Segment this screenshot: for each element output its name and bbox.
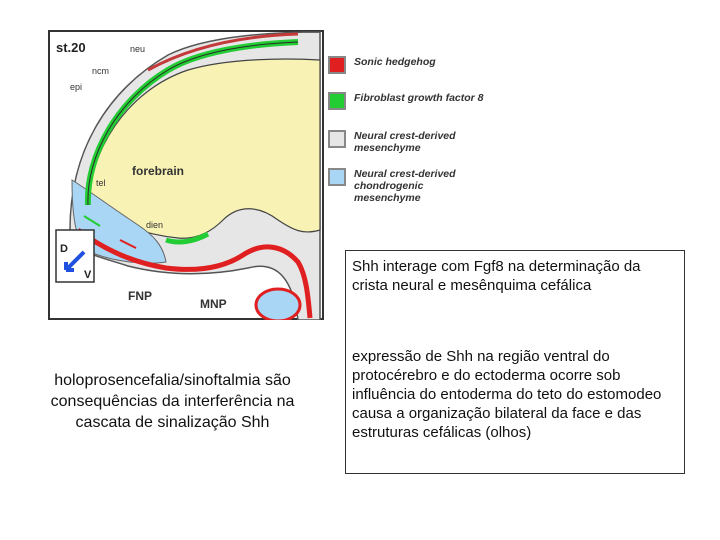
legend-item-fgf8 bbox=[328, 92, 484, 110]
label-v: V bbox=[84, 269, 92, 281]
stage-label: st.20 bbox=[56, 40, 86, 55]
legend-swatch-shh bbox=[328, 56, 346, 74]
legend-label-ncm: Neural crest-derived mesenchyme bbox=[354, 130, 456, 154]
legend-label-fgf8: Fibroblast growth factor 8 bbox=[354, 92, 484, 104]
label-mnp: MNP bbox=[200, 297, 227, 311]
legend-item-chondrogenic bbox=[328, 168, 456, 204]
body-text: expressão de Shh na região ventral do protocérebro e do ectoderma ocorre sob influência do entoderma do teto do estomodeo causa a organização bilateral da face e das estruturas cefálicas (olhos) bbox=[352, 348, 662, 441]
label-d: D bbox=[60, 243, 68, 255]
label-neu: neu bbox=[130, 44, 146, 54]
caption-text: holoprosencefalia/sinoftalmia são consequências da interferência na cascata de sinalização Shh bbox=[50, 372, 295, 431]
label-epi: epi bbox=[70, 82, 83, 92]
legend-swatch-chondrogenic bbox=[328, 168, 346, 186]
intro-text: Shh interage com Fgf8 na determinação da crista neural e mesênquima cefálica bbox=[352, 258, 641, 294]
label-ncm: ncm bbox=[92, 66, 110, 76]
label-dien: dien bbox=[146, 220, 164, 230]
legend-label-shh: Sonic hedgehog bbox=[354, 56, 436, 68]
legend-item-ncm bbox=[328, 130, 456, 154]
legend-swatch-fgf8 bbox=[328, 92, 346, 110]
legend-item-shh bbox=[328, 56, 436, 74]
embryo-diagram bbox=[48, 30, 324, 320]
mnp-region bbox=[256, 289, 300, 320]
legend-swatch-ncm bbox=[328, 130, 346, 148]
label-forebrain: forebrain bbox=[132, 164, 185, 178]
legend-label-chondrogenic: Neural crest-derived chondrogenic mesenchyme bbox=[354, 168, 456, 204]
label-fnp: FNP bbox=[128, 289, 152, 303]
legend bbox=[328, 52, 548, 222]
label-tel: tel bbox=[96, 178, 106, 188]
description-box bbox=[345, 250, 685, 474]
